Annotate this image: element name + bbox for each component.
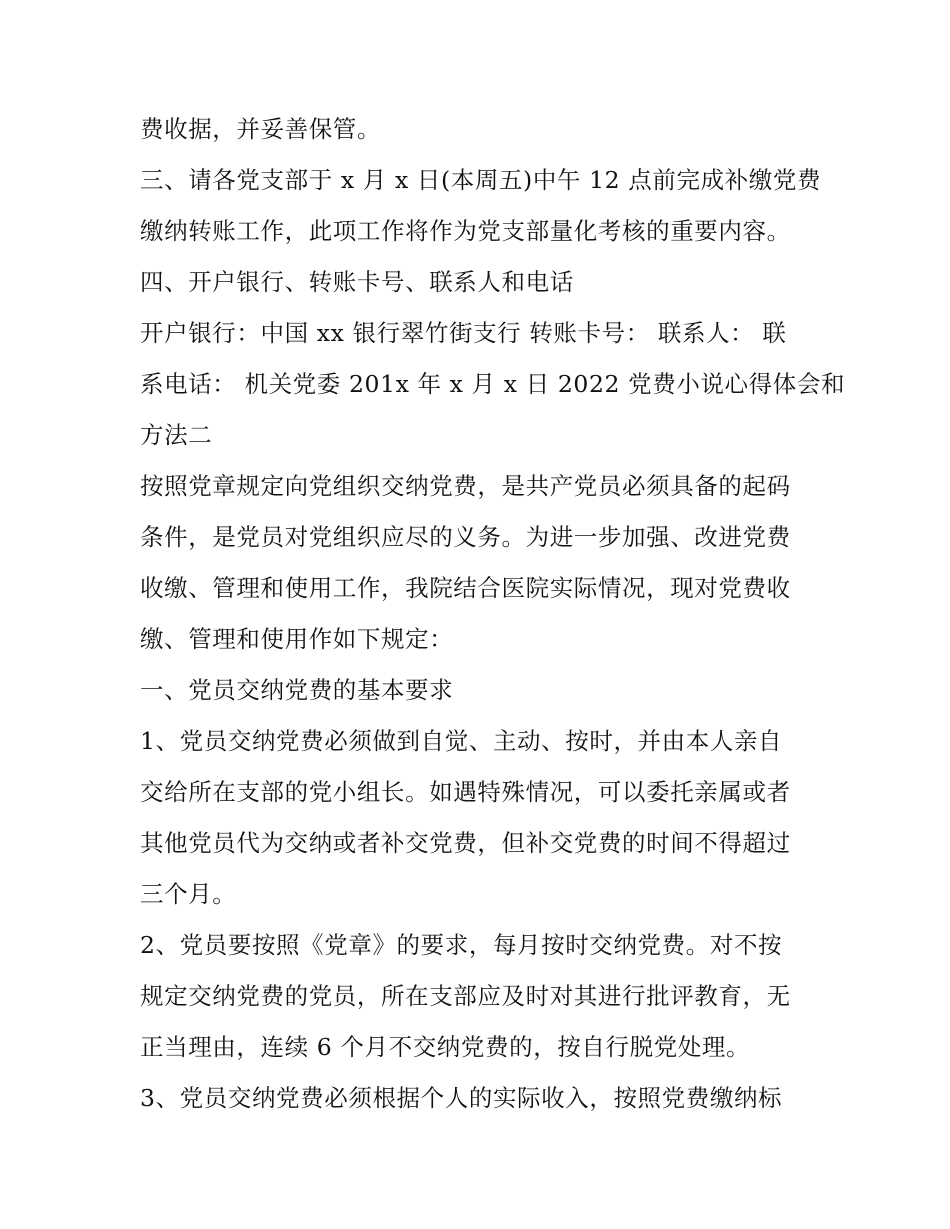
text-line: 收缴、管理和使用工作，我院结合医院实际情况，现对党费收	[140, 574, 791, 602]
text-line: 三、请各党支部于 x 月 x 日(本周五)中午 12 点前完成补缴党费	[140, 166, 822, 194]
text-line: 方法二	[140, 421, 213, 449]
text-line: 交给所在支部的党小组长。如遇特殊情况，可以委托亲属或者	[140, 778, 791, 806]
text-line: 3、党员交纳党费必须根据个人的实际收入，按照党费缴纳标	[140, 1084, 783, 1112]
text-line: 规定交纳党费的党员，所在支部应及时对其进行批评教育，无	[140, 982, 791, 1010]
text-line: 其他党员代为交纳或者补交党费，但补交党费的时间不得超过	[140, 829, 791, 857]
text-line: 缴纳转账工作，此项工作将作为党支部量化考核的重要内容。	[140, 217, 791, 245]
text-line: 开户银行：中国 xx 银行翠竹街支行 转账卡号： 联系人： 联	[140, 319, 787, 347]
text-line: 2、党员要按照《党章》的要求，每月按时交纳党费。对不按	[140, 931, 783, 959]
text-line: 系电话： 机关党委 201x 年 x 月 x 日 2022 党费小说心得体会和	[140, 370, 846, 398]
section-heading: 四、开户银行、转账卡号、联系人和电话	[140, 268, 574, 296]
text-line: 三个月。	[140, 880, 237, 908]
text-line: 1、党员交纳党费必须做到自觉、主动、按时，并由本人亲自	[140, 727, 783, 755]
text-line: 费收据，并妥善保管。	[140, 115, 381, 143]
text-line: 缴、管理和使用作如下规定：	[140, 625, 454, 653]
text-line: 条件，是党员对党组织应尽的义务。为进一步加强、改进党费	[140, 523, 791, 551]
document-body	[140, 104, 846, 1124]
text-line: 按照党章规定向党组织交纳党费，是共产党员必须具备的起码	[140, 472, 791, 500]
section-heading: 一、党员交纳党费的基本要求	[140, 676, 454, 704]
text-line: 正当理由，连续 6 个月不交纳党费的，按自行脱党处理。	[140, 1033, 751, 1061]
